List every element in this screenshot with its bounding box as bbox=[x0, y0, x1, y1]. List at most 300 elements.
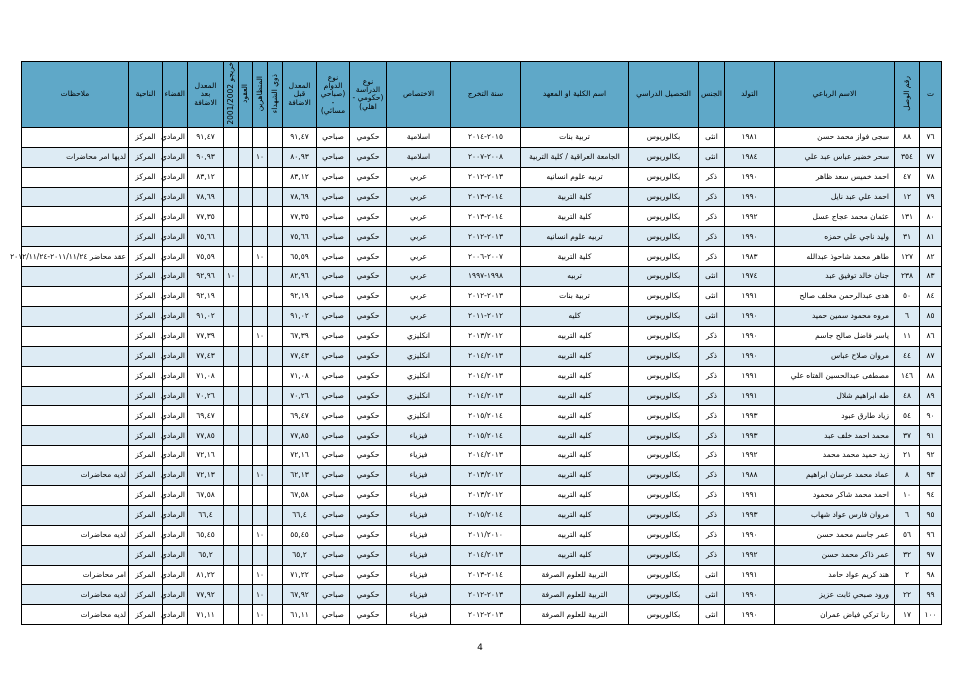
name-cell: ورود صبحي ثابت عزيز bbox=[775, 585, 895, 605]
header-notes: ملاحظات bbox=[22, 62, 129, 128]
college-cell: كليه التربيه bbox=[521, 386, 629, 406]
receipt-cell: ٥٤ bbox=[895, 406, 920, 426]
demonstrators-cell bbox=[253, 267, 268, 287]
demonstrators-cell: ١٠ bbox=[253, 466, 268, 486]
avg-before-cell: ٧٧,٨٥ bbox=[283, 426, 317, 446]
college-cell: التربية للعلوم الصرفة bbox=[521, 585, 629, 605]
martyrs-cell bbox=[268, 207, 283, 227]
degree-cell: بكالوريوس bbox=[629, 187, 699, 207]
major-cell: عربي bbox=[387, 306, 451, 326]
birth-cell: ١٩٩١ bbox=[725, 386, 775, 406]
table-row bbox=[22, 585, 942, 605]
degree-cell: بكالوريوس bbox=[629, 207, 699, 227]
avg-after-cell: ٧٧,٨٥ bbox=[188, 426, 224, 446]
major-cell: عربي bbox=[387, 227, 451, 247]
subdistrict-cell: المركز bbox=[129, 306, 163, 326]
avg-before-cell: ٩١,٠٢ bbox=[283, 306, 317, 326]
degree-cell: بكالوريوس bbox=[629, 366, 699, 386]
grads-2001-cell bbox=[224, 505, 239, 525]
grad-year-cell: ٢٠١٥/٢٠١٤ bbox=[451, 406, 521, 426]
martyrs-cell bbox=[268, 446, 283, 466]
birth-cell: ١٩٩٠ bbox=[725, 346, 775, 366]
demonstrators-cell bbox=[253, 127, 268, 147]
degree-cell: بكالوريوس bbox=[629, 545, 699, 565]
table-row bbox=[22, 227, 942, 247]
degree-cell: بكالوريوس bbox=[629, 585, 699, 605]
header-degree: التحصيل الدراسي bbox=[629, 62, 699, 128]
grad-year-cell: ٢٠١١/٢٠١٠ bbox=[451, 525, 521, 545]
grads-2001-cell bbox=[224, 545, 239, 565]
table-row bbox=[22, 565, 942, 585]
header-avg-before: المعدل قبل الاضافة bbox=[283, 62, 317, 128]
grad-year-cell: ٢٠١٣-٢٠١٢ bbox=[451, 227, 521, 247]
contracts-cell bbox=[239, 466, 253, 486]
contracts-cell bbox=[239, 306, 253, 326]
grad-year-cell: ٢٠١٤/٢٠١٣ bbox=[451, 446, 521, 466]
martyrs-cell bbox=[268, 187, 283, 207]
contracts-cell bbox=[239, 326, 253, 346]
notes-cell bbox=[22, 207, 129, 227]
grad-year-cell: ٢٠٠٨-٢٠٠٧ bbox=[451, 147, 521, 167]
shift-cell: صباحي bbox=[317, 306, 350, 326]
shift-cell: صباحي bbox=[317, 426, 350, 446]
avg-before-cell: ٧٧,٤٣ bbox=[283, 346, 317, 366]
receipt-cell: ٤٧ bbox=[895, 167, 920, 187]
avg-before-cell: ٧٢,١٦ bbox=[283, 446, 317, 466]
notes-cell bbox=[22, 426, 129, 446]
receipt-cell: ٨٨ bbox=[895, 127, 920, 147]
major-cell: فيزياء bbox=[387, 426, 451, 446]
header-district: القضاء bbox=[163, 62, 188, 128]
contracts-cell bbox=[239, 525, 253, 545]
shift-cell: صباحي bbox=[317, 386, 350, 406]
college-cell: كليه التربيه bbox=[521, 545, 629, 565]
district-cell: الرمادي bbox=[163, 247, 188, 267]
degree-cell: بكالوريوس bbox=[629, 346, 699, 366]
district-cell: الرمادي bbox=[163, 426, 188, 446]
district-cell: الرمادي bbox=[163, 585, 188, 605]
degree-cell: بكالوريوس bbox=[629, 247, 699, 267]
avg-before-cell: ٧١,٠٨ bbox=[283, 366, 317, 386]
name-cell: سحر خضير عباس عبد علي bbox=[775, 147, 895, 167]
gender-cell: ذكر bbox=[699, 545, 725, 565]
college-cell: كليه التربيه bbox=[521, 505, 629, 525]
gender-cell: انثى bbox=[699, 267, 725, 287]
demonstrators-cell: ١٠ bbox=[253, 525, 268, 545]
shift-cell: صباحي bbox=[317, 485, 350, 505]
grads-2001-cell bbox=[224, 406, 239, 426]
birth-cell: ١٩٩٢ bbox=[725, 545, 775, 565]
study-type-cell: حكومي bbox=[350, 227, 387, 247]
header-shift: نوع الدوام (صباحي - مسائي) bbox=[317, 62, 350, 128]
gender-cell: انثى bbox=[699, 127, 725, 147]
seq-cell: ٨٦ bbox=[920, 326, 942, 346]
receipt-cell: ٢٣٨ bbox=[895, 267, 920, 287]
major-cell: فيزياء bbox=[387, 565, 451, 585]
martyrs-cell bbox=[268, 565, 283, 585]
notes-cell bbox=[22, 346, 129, 366]
notes-cell bbox=[22, 267, 129, 287]
subdistrict-cell: المركز bbox=[129, 505, 163, 525]
grads-2001-cell bbox=[224, 187, 239, 207]
table-row bbox=[22, 187, 942, 207]
study-type-cell: حكومي bbox=[350, 545, 387, 565]
seq-cell: ٨٧ bbox=[920, 346, 942, 366]
shift-cell: صباحي bbox=[317, 505, 350, 525]
subdistrict-cell: المركز bbox=[129, 287, 163, 307]
study-type-cell: حكومي bbox=[350, 167, 387, 187]
name-cell: زيد حميد محمد محمد bbox=[775, 446, 895, 466]
avg-before-cell: ٦٦,٤ bbox=[283, 505, 317, 525]
header-contracts: العقود bbox=[239, 62, 253, 128]
martyrs-cell bbox=[268, 127, 283, 147]
district-cell: الرمادي bbox=[163, 466, 188, 486]
subdistrict-cell: المركز bbox=[129, 605, 163, 625]
name-cell: جنان خالد توفيق عبد bbox=[775, 267, 895, 287]
martyrs-cell bbox=[268, 426, 283, 446]
receipt-cell: ١٢٧ bbox=[895, 247, 920, 267]
district-cell: الرمادي bbox=[163, 605, 188, 625]
gender-cell: ذكر bbox=[699, 406, 725, 426]
contracts-cell bbox=[239, 605, 253, 625]
gender-cell: انثى bbox=[699, 306, 725, 326]
grad-year-cell: ٢٠١٤-٢٠١٣ bbox=[451, 565, 521, 585]
martyrs-cell bbox=[268, 406, 283, 426]
birth-cell: ١٩٩١ bbox=[725, 485, 775, 505]
seq-cell: ٨٠ bbox=[920, 207, 942, 227]
header-demonstrators: المتظاهرين bbox=[253, 62, 268, 128]
birth-cell: ١٩٩٠ bbox=[725, 585, 775, 605]
grads-2001-cell bbox=[224, 207, 239, 227]
subdistrict-cell: المركز bbox=[129, 267, 163, 287]
shift-cell: صباحي bbox=[317, 287, 350, 307]
degree-cell: بكالوريوس bbox=[629, 167, 699, 187]
martyrs-cell bbox=[268, 466, 283, 486]
demonstrators-cell bbox=[253, 167, 268, 187]
contracts-cell bbox=[239, 147, 253, 167]
seq-cell: ٨١ bbox=[920, 227, 942, 247]
notes-cell: لديها امر محاضرات bbox=[22, 147, 129, 167]
study-type-cell: حكومي bbox=[350, 346, 387, 366]
gender-cell: ذكر bbox=[699, 187, 725, 207]
gender-cell: ذكر bbox=[699, 366, 725, 386]
demonstrators-cell bbox=[253, 426, 268, 446]
college-cell: كليه bbox=[521, 306, 629, 326]
contracts-cell bbox=[239, 247, 253, 267]
name-cell: رنا تركي فياض عمران bbox=[775, 605, 895, 625]
demonstrators-cell bbox=[253, 287, 268, 307]
grads-2001-cell bbox=[224, 485, 239, 505]
shift-cell: صباحي bbox=[317, 585, 350, 605]
seq-cell: ٨٨ bbox=[920, 366, 942, 386]
header-birth: التولد bbox=[725, 62, 775, 128]
major-cell: فيزياء bbox=[387, 585, 451, 605]
birth-cell: ١٩٩٠ bbox=[725, 326, 775, 346]
avg-before-cell: ٥٥,٤٥ bbox=[283, 525, 317, 545]
birth-cell: ١٩٧٤ bbox=[725, 267, 775, 287]
martyrs-cell bbox=[268, 585, 283, 605]
contracts-cell bbox=[239, 346, 253, 366]
major-cell: انكليزي bbox=[387, 346, 451, 366]
header-major: الاختصاص bbox=[387, 62, 451, 128]
contracts-cell bbox=[239, 207, 253, 227]
table-row bbox=[22, 386, 942, 406]
seq-cell: ٩٤ bbox=[920, 485, 942, 505]
college-cell: كليه التربيه bbox=[521, 466, 629, 486]
major-cell: فيزياء bbox=[387, 446, 451, 466]
header-study-type: نوع الدراسة (حكومي - اهلي) bbox=[350, 62, 387, 128]
study-type-cell: حكومي bbox=[350, 426, 387, 446]
receipt-cell: ١٤٦ bbox=[895, 366, 920, 386]
subdistrict-cell: المركز bbox=[129, 207, 163, 227]
grad-year-cell: ٢٠١٤/٢٠١٣ bbox=[451, 346, 521, 366]
receipt-cell: ٢٢ bbox=[895, 585, 920, 605]
grads-2001-cell bbox=[224, 565, 239, 585]
district-cell: الرمادي bbox=[163, 485, 188, 505]
subdistrict-cell: المركز bbox=[129, 346, 163, 366]
notes-cell: لديه محاضرات bbox=[22, 605, 129, 625]
notes-cell bbox=[22, 485, 129, 505]
notes-cell bbox=[22, 386, 129, 406]
receipt-cell: ٤٨ bbox=[895, 386, 920, 406]
receipt-cell: ٥٦ bbox=[895, 525, 920, 545]
receipt-cell: ٢ bbox=[895, 565, 920, 585]
table-row bbox=[22, 207, 942, 227]
gender-cell: انثى bbox=[699, 147, 725, 167]
notes-cell bbox=[22, 446, 129, 466]
avg-after-cell: ٩١,٤٧ bbox=[188, 127, 224, 147]
college-cell: كليه التربيه bbox=[521, 485, 629, 505]
table-row bbox=[22, 446, 942, 466]
name-cell: طاهر محمد شاحوذ عبدالله bbox=[775, 247, 895, 267]
grad-year-cell: ٢٠١٤/٢٠١٣ bbox=[451, 545, 521, 565]
shift-cell: صباحي bbox=[317, 127, 350, 147]
college-cell: كلية التربية bbox=[521, 187, 629, 207]
seq-cell: ٧٦ bbox=[920, 127, 942, 147]
martyrs-cell bbox=[268, 346, 283, 366]
header-college: اسم الكلية او المعهد bbox=[521, 62, 629, 128]
district-cell: الرمادي bbox=[163, 187, 188, 207]
college-cell: كليه التربيه bbox=[521, 346, 629, 366]
subdistrict-cell: المركز bbox=[129, 525, 163, 545]
receipt-cell: ٦ bbox=[895, 306, 920, 326]
birth-cell: ١٩٩٠ bbox=[725, 187, 775, 207]
header-row bbox=[22, 62, 942, 128]
martyrs-cell bbox=[268, 306, 283, 326]
seq-cell: ٧٩ bbox=[920, 187, 942, 207]
study-type-cell: حكومي bbox=[350, 505, 387, 525]
notes-cell bbox=[22, 505, 129, 525]
grads-2001-cell bbox=[224, 227, 239, 247]
contracts-cell bbox=[239, 287, 253, 307]
martyrs-cell bbox=[268, 366, 283, 386]
avg-before-cell: ٧٨,٦٩ bbox=[283, 187, 317, 207]
gender-cell: انثى bbox=[699, 585, 725, 605]
college-cell: تربيه bbox=[521, 267, 629, 287]
martyrs-cell bbox=[268, 545, 283, 565]
receipt-cell: ٣٧ bbox=[895, 426, 920, 446]
avg-before-cell: ٩٢,١٩ bbox=[283, 287, 317, 307]
major-cell: عربي bbox=[387, 167, 451, 187]
avg-after-cell: ٦٥,٤٥ bbox=[188, 525, 224, 545]
seq-cell: ٨٩ bbox=[920, 386, 942, 406]
study-type-cell: حكومي bbox=[350, 386, 387, 406]
martyrs-cell bbox=[268, 247, 283, 267]
major-cell: عربي bbox=[387, 207, 451, 227]
birth-cell: ١٩٩٠ bbox=[725, 306, 775, 326]
subdistrict-cell: المركز bbox=[129, 326, 163, 346]
birth-cell: ١٩٨٨ bbox=[725, 466, 775, 486]
avg-before-cell: ٦٧,٣٩ bbox=[283, 326, 317, 346]
header-name: الاسم الرباعي bbox=[775, 62, 895, 128]
avg-before-cell: ٧٥,٦٦ bbox=[283, 227, 317, 247]
seq-cell: ٨٢ bbox=[920, 247, 942, 267]
degree-cell: بكالوريوس bbox=[629, 446, 699, 466]
name-cell: عمر جاسم محمد حسن bbox=[775, 525, 895, 545]
avg-before-cell: ٦٥,٥٩ bbox=[283, 247, 317, 267]
major-cell: عربي bbox=[387, 267, 451, 287]
notes-cell bbox=[22, 306, 129, 326]
notes-cell: لديه محاضرات bbox=[22, 525, 129, 545]
shift-cell: صباحي bbox=[317, 466, 350, 486]
table-row bbox=[22, 267, 942, 287]
header-grads-2001: خريجو 2001/2002 bbox=[224, 62, 239, 128]
avg-after-cell: ٧٥,٥٩ bbox=[188, 247, 224, 267]
college-cell: تربيه علوم انسانيه bbox=[521, 167, 629, 187]
birth-cell: ١٩٩١ bbox=[725, 366, 775, 386]
name-cell: مروان فارس عواد شهاب bbox=[775, 505, 895, 525]
district-cell: الرمادي bbox=[163, 505, 188, 525]
receipt-cell: ١٧ bbox=[895, 605, 920, 625]
subdistrict-cell: المركز bbox=[129, 446, 163, 466]
demonstrators-cell bbox=[253, 505, 268, 525]
receipt-cell: ١٣١ bbox=[895, 207, 920, 227]
receipt-cell: ١٠ bbox=[895, 485, 920, 505]
seq-cell: ٩٢ bbox=[920, 446, 942, 466]
birth-cell: ١٩٩٣ bbox=[725, 426, 775, 446]
district-cell: الرمادي bbox=[163, 167, 188, 187]
major-cell: انكليزي bbox=[387, 366, 451, 386]
subdistrict-cell: المركز bbox=[129, 545, 163, 565]
grad-year-cell: ٢٠١٣/٢٠١٢ bbox=[451, 485, 521, 505]
study-type-cell: حكومي bbox=[350, 525, 387, 545]
avg-after-cell: ٧٨,٦٩ bbox=[188, 187, 224, 207]
avg-before-cell: ٩١,٤٧ bbox=[283, 127, 317, 147]
study-type-cell: حكومي bbox=[350, 147, 387, 167]
grad-year-cell: ٢٠١٥/٢٠١٤ bbox=[451, 426, 521, 446]
birth-cell: ١٩٨١ bbox=[725, 127, 775, 147]
degree-cell: بكالوريوس bbox=[629, 426, 699, 446]
seq-cell: ٩٥ bbox=[920, 505, 942, 525]
avg-before-cell: ٦٢,١٣ bbox=[283, 466, 317, 486]
grads-2001-cell bbox=[224, 247, 239, 267]
seq-cell: ١٠٠ bbox=[920, 605, 942, 625]
seq-cell: ٩٩ bbox=[920, 585, 942, 605]
name-cell: محمد احمد خلف عبد bbox=[775, 426, 895, 446]
avg-before-cell: ٨٠,٩٣ bbox=[283, 147, 317, 167]
grad-year-cell: ٢٠١٣/٢٠١٢ bbox=[451, 326, 521, 346]
major-cell: فيزياء bbox=[387, 605, 451, 625]
gender-cell: ذكر bbox=[699, 227, 725, 247]
degree-cell: بكالوريوس bbox=[629, 466, 699, 486]
gender-cell: ذكر bbox=[699, 466, 725, 486]
seq-cell: ٩١ bbox=[920, 426, 942, 446]
name-cell: وليد ناجي علي حمزه bbox=[775, 227, 895, 247]
avg-after-cell: ٨١,٢٢ bbox=[188, 565, 224, 585]
name-cell: هدى عبدالرحمن مخلف صالح bbox=[775, 287, 895, 307]
table-row bbox=[22, 366, 942, 386]
seq-cell: ٧٨ bbox=[920, 167, 942, 187]
avg-after-cell: ٩٠,٩٣ bbox=[188, 147, 224, 167]
avg-after-cell: ٨٣,١٢ bbox=[188, 167, 224, 187]
district-cell: الرمادي bbox=[163, 227, 188, 247]
contracts-cell bbox=[239, 227, 253, 247]
avg-after-cell: ٧٠,٢٦ bbox=[188, 386, 224, 406]
notes-cell: لديه محاضرات bbox=[22, 466, 129, 486]
avg-after-cell: ٦٦,٤ bbox=[188, 505, 224, 525]
shift-cell: صباحي bbox=[317, 326, 350, 346]
birth-cell: ١٩٨٤ bbox=[725, 147, 775, 167]
study-type-cell: حكومي bbox=[350, 406, 387, 426]
college-cell: الجامعة العراقية / كلية التربية bbox=[521, 147, 629, 167]
birth-cell: ١٩٩٠ bbox=[725, 227, 775, 247]
avg-before-cell: ٧١,٢٢ bbox=[283, 565, 317, 585]
avg-after-cell: ٧٢,١٦ bbox=[188, 446, 224, 466]
avg-before-cell: ٧٧,٣٥ bbox=[283, 207, 317, 227]
name-cell: ياسر فاضل صالح جاسم bbox=[775, 326, 895, 346]
demonstrators-cell bbox=[253, 446, 268, 466]
demonstrators-cell: ١٠ bbox=[253, 565, 268, 585]
name-cell: عمر ذاكر محمد حسن bbox=[775, 545, 895, 565]
contracts-cell bbox=[239, 446, 253, 466]
notes-cell bbox=[22, 326, 129, 346]
gender-cell: ذكر bbox=[699, 247, 725, 267]
shift-cell: صباحي bbox=[317, 545, 350, 565]
demonstrators-cell bbox=[253, 386, 268, 406]
major-cell: فيزياء bbox=[387, 505, 451, 525]
shift-cell: صباحي bbox=[317, 346, 350, 366]
seq-cell: ٩٨ bbox=[920, 565, 942, 585]
subdistrict-cell: المركز bbox=[129, 585, 163, 605]
study-type-cell: حكومي bbox=[350, 306, 387, 326]
district-cell: الرمادي bbox=[163, 207, 188, 227]
name-cell: طه ابراهيم شلال bbox=[775, 386, 895, 406]
contracts-cell bbox=[239, 485, 253, 505]
degree-cell: بكالوريوس bbox=[629, 267, 699, 287]
major-cell: اسلامية bbox=[387, 127, 451, 147]
shift-cell: صباحي bbox=[317, 366, 350, 386]
avg-after-cell: ٦٧,٥٨ bbox=[188, 485, 224, 505]
contracts-cell bbox=[239, 426, 253, 446]
demonstrators-cell bbox=[253, 207, 268, 227]
avg-before-cell: ٨٢,٩٦ bbox=[283, 267, 317, 287]
grad-year-cell: ٢٠١٣-٢٠١٢ bbox=[451, 585, 521, 605]
receipt-cell: ٣٢ bbox=[895, 545, 920, 565]
gender-cell: ذكر bbox=[699, 525, 725, 545]
seq-cell: ٨٥ bbox=[920, 306, 942, 326]
college-cell: تربيه علوم انسانيه bbox=[521, 227, 629, 247]
degree-cell: بكالوريوس bbox=[629, 605, 699, 625]
avg-after-cell: ٩١,٠٢ bbox=[188, 306, 224, 326]
name-cell: عماد محمد عرسان ابراهيم bbox=[775, 466, 895, 486]
birth-cell: ١٩٩٢ bbox=[725, 446, 775, 466]
name-cell: مصطفى عبدالحسين الفتاه علي bbox=[775, 366, 895, 386]
avg-after-cell: ٩٢,١٩ bbox=[188, 287, 224, 307]
degree-cell: بكالوريوس bbox=[629, 386, 699, 406]
subdistrict-cell: المركز bbox=[129, 386, 163, 406]
shift-cell: صباحي bbox=[317, 147, 350, 167]
table-row bbox=[22, 306, 942, 326]
